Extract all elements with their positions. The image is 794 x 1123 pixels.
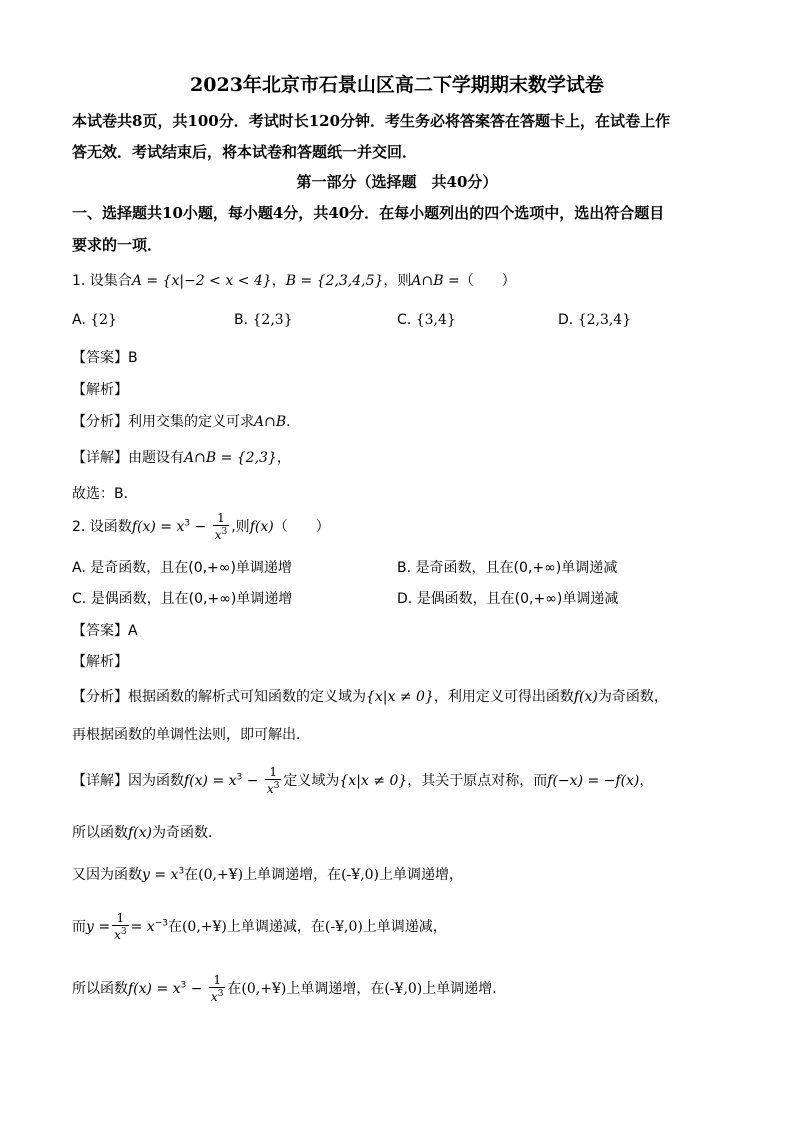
q1-option-a xyxy=(72,312,117,328)
q1-conclusion: 故选：B． xyxy=(72,486,138,502)
q1-blank: （ ） xyxy=(459,273,516,289)
q2-fx: f(x) xyxy=(249,519,274,535)
detail-func: f(x) = x xyxy=(184,773,237,789)
question-2-stem xyxy=(72,512,330,542)
numerator: 1 xyxy=(209,974,226,988)
line-in: 在 xyxy=(184,867,199,883)
option-value: 是奇函数，且在(0,+∞)单调递增 xyxy=(90,560,292,576)
detail-tag: 【详解】 xyxy=(72,773,128,789)
fraction xyxy=(209,974,226,1004)
minus-sign: − xyxy=(242,773,263,789)
q2-fenxi xyxy=(72,686,668,706)
detail-text-1: 因为函数 xyxy=(128,773,184,789)
part-heading: 第一部分（选择题 共40分） xyxy=(296,173,498,191)
line-pre: 而 xyxy=(72,919,86,935)
q2-y1-line xyxy=(72,864,463,884)
q1-option-d xyxy=(558,312,631,328)
q1-comma: ， xyxy=(271,273,286,289)
detail-odd: f(−x) = −f(x) xyxy=(547,773,640,789)
interval-2: (-¥,0) xyxy=(341,867,380,883)
denominator xyxy=(209,988,226,1004)
detail-text-3: ，其关于原点对称，而 xyxy=(407,773,548,789)
detail-end: ， xyxy=(639,773,654,789)
q2-option-a xyxy=(72,557,292,577)
fenxi-fx: f(x) xyxy=(573,689,598,705)
section-heading-line-1: 一、选择题共10小题，每小题4分，共40分．在每小题列出的四个选项中，选出符合题目 xyxy=(72,204,665,222)
q2-option-d xyxy=(397,588,618,608)
denominator xyxy=(265,780,282,796)
line-post: 上单调递减， xyxy=(362,919,447,935)
minus-sign: − xyxy=(186,981,207,997)
option-value: {2} xyxy=(90,312,117,328)
line-in: 在 xyxy=(167,919,182,935)
q2-fenxi-line-2: 再根据函数的单调性法则，即可解出． xyxy=(72,727,310,743)
option-label: B. xyxy=(234,312,249,328)
q2-prefix: 2. 设函数 xyxy=(72,519,132,535)
fraction xyxy=(265,766,282,796)
q1-expr: A∩B = xyxy=(411,273,460,289)
numerator: 1 xyxy=(112,912,129,926)
answer-tag: 【答案】 xyxy=(72,623,128,639)
fenxi-text: 利用交集的定义可求 xyxy=(128,414,254,430)
fenxi-end: ． xyxy=(286,414,301,430)
q2-final-line xyxy=(72,974,506,1004)
answer-value: A xyxy=(128,623,138,639)
line-fx: f(x) xyxy=(128,825,153,841)
q2-blank: （ ） xyxy=(273,519,330,535)
option-label: A. xyxy=(72,312,86,328)
den-var: x xyxy=(214,528,222,542)
line-pre: 所以函数 xyxy=(72,825,128,841)
fenxi-domain: {x|x ≠ 0} xyxy=(366,689,434,705)
q1-option-c xyxy=(397,312,456,328)
line-mid: 上单调递增，在 xyxy=(243,867,342,883)
option-value: 是奇函数，且在(0,+∞)单调递减 xyxy=(415,560,618,576)
question-1-stem xyxy=(72,270,516,290)
q2-option-c xyxy=(72,588,292,608)
minus-sign: − xyxy=(190,519,211,535)
numerator: 1 xyxy=(265,766,282,780)
answer-tag: 【答案】 xyxy=(72,350,128,366)
fenxi-text-2: ，利用定义可得出函数 xyxy=(433,689,574,705)
detail-domain: {x|x ≠ 0} xyxy=(339,773,408,789)
option-label: C. xyxy=(72,591,87,607)
q1-analysis-tag: 【解析】 xyxy=(72,382,128,398)
fraction xyxy=(213,512,230,542)
line-mid: 上单调递增，在 xyxy=(286,981,385,997)
interval-2: (-¥,0) xyxy=(324,919,363,935)
q2-func-lhs: f(x) = x xyxy=(131,519,185,535)
q2-then: ,则 xyxy=(231,519,250,535)
q1-then: ，则 xyxy=(383,273,412,289)
denominator xyxy=(112,926,129,942)
detail-text: 由题设有 xyxy=(128,450,184,466)
instructions-line-1: 本试卷共8页，共100分．考试时长120分钟．考生务必将答案答在答题卡上，在试卷上作 xyxy=(72,112,671,130)
exponent: 3 xyxy=(236,772,243,783)
answer-value: B xyxy=(128,350,138,366)
option-value: 是偶函数，且在(0,+∞)单调递增 xyxy=(90,591,293,607)
line-pre: 所以函数 xyxy=(72,981,128,997)
q2-answer xyxy=(72,620,138,640)
line-post: 上单调递增． xyxy=(422,981,507,997)
line-post: 上单调递增， xyxy=(379,867,464,883)
detail-end: ， xyxy=(276,450,291,466)
detail-expr: A∩B = {2,3} xyxy=(184,450,277,466)
exponent: 3 xyxy=(184,518,191,529)
interval-1: (0,+¥) xyxy=(241,981,287,997)
option-label: A. xyxy=(72,560,86,576)
q1-answer xyxy=(72,347,138,367)
exponent: −3 xyxy=(154,918,168,929)
numerator: 1 xyxy=(213,512,230,526)
page-title: 2023年北京市石景山区高二下学期期末数学试卷 xyxy=(190,74,604,96)
q1-set-a: A = {x|−2 < x < 4} xyxy=(131,273,272,289)
q1-option-b xyxy=(234,312,293,328)
fenxi-tag: 【分析】 xyxy=(72,414,128,430)
denominator xyxy=(213,526,230,542)
fenxi-text-3: 为奇函数， xyxy=(597,689,668,705)
q2-analysis-tag: 【解析】 xyxy=(72,654,128,670)
option-label: C. xyxy=(397,312,412,328)
option-label: D. xyxy=(558,312,574,328)
fenxi-tag: 【分析】 xyxy=(72,689,128,705)
fraction xyxy=(112,912,129,942)
q2-detail xyxy=(72,766,653,796)
q2-option-b xyxy=(397,557,617,577)
detail-text-2: 定义域为 xyxy=(283,773,340,789)
line-func: f(x) = x xyxy=(128,981,181,997)
interval-1: (0,+¥) xyxy=(181,919,227,935)
den-var: x xyxy=(266,782,274,796)
option-label: B. xyxy=(397,560,412,576)
exponent: 3 xyxy=(178,866,185,877)
den-var: x xyxy=(114,928,121,942)
fenxi-expr: A∩B xyxy=(254,414,287,430)
exponent: 3 xyxy=(180,980,187,991)
instructions-line-2: 答无效．考试结束后，将本试卷和答题纸一并交回． xyxy=(72,143,418,161)
q2-odd-line xyxy=(72,822,222,842)
line-y: y = xyxy=(86,919,111,935)
line-in: 在 xyxy=(227,981,242,997)
option-value: {2,3,4} xyxy=(577,312,632,328)
exponent: 3 xyxy=(273,781,280,791)
option-value: {2,3} xyxy=(252,312,293,328)
option-label: D. xyxy=(397,591,413,607)
interval-2: (-¥,0) xyxy=(384,981,423,997)
line-expr: y = x xyxy=(142,867,179,883)
den-var: x xyxy=(210,990,218,1004)
exponent: 3 xyxy=(221,527,228,537)
line-post: 为奇函数． xyxy=(152,825,223,841)
detail-tag: 【详解】 xyxy=(72,450,128,466)
q2-y2-line xyxy=(72,912,447,942)
line-eq: = x xyxy=(130,919,155,935)
fenxi-text-1: 根据函数的解析式可知函数的定义域为 xyxy=(128,689,366,705)
interval-1: (0,+¥) xyxy=(198,867,244,883)
option-value: {3,4} xyxy=(415,312,456,328)
q1-detail xyxy=(72,447,291,467)
line-pre: 又因为函数 xyxy=(72,867,142,883)
option-value: 是偶函数，且在(0,+∞)单调递减 xyxy=(416,591,619,607)
exponent: 3 xyxy=(217,989,224,999)
line-mid: 上单调递减，在 xyxy=(226,919,325,935)
q1-set-b: B = {2,3,4,5} xyxy=(285,273,384,289)
q1-prefix: 1. 设集合 xyxy=(72,273,132,289)
section-heading-line-2: 要求的一项． xyxy=(72,236,163,254)
q1-fenxi xyxy=(72,411,300,431)
exponent: 3 xyxy=(120,927,127,937)
